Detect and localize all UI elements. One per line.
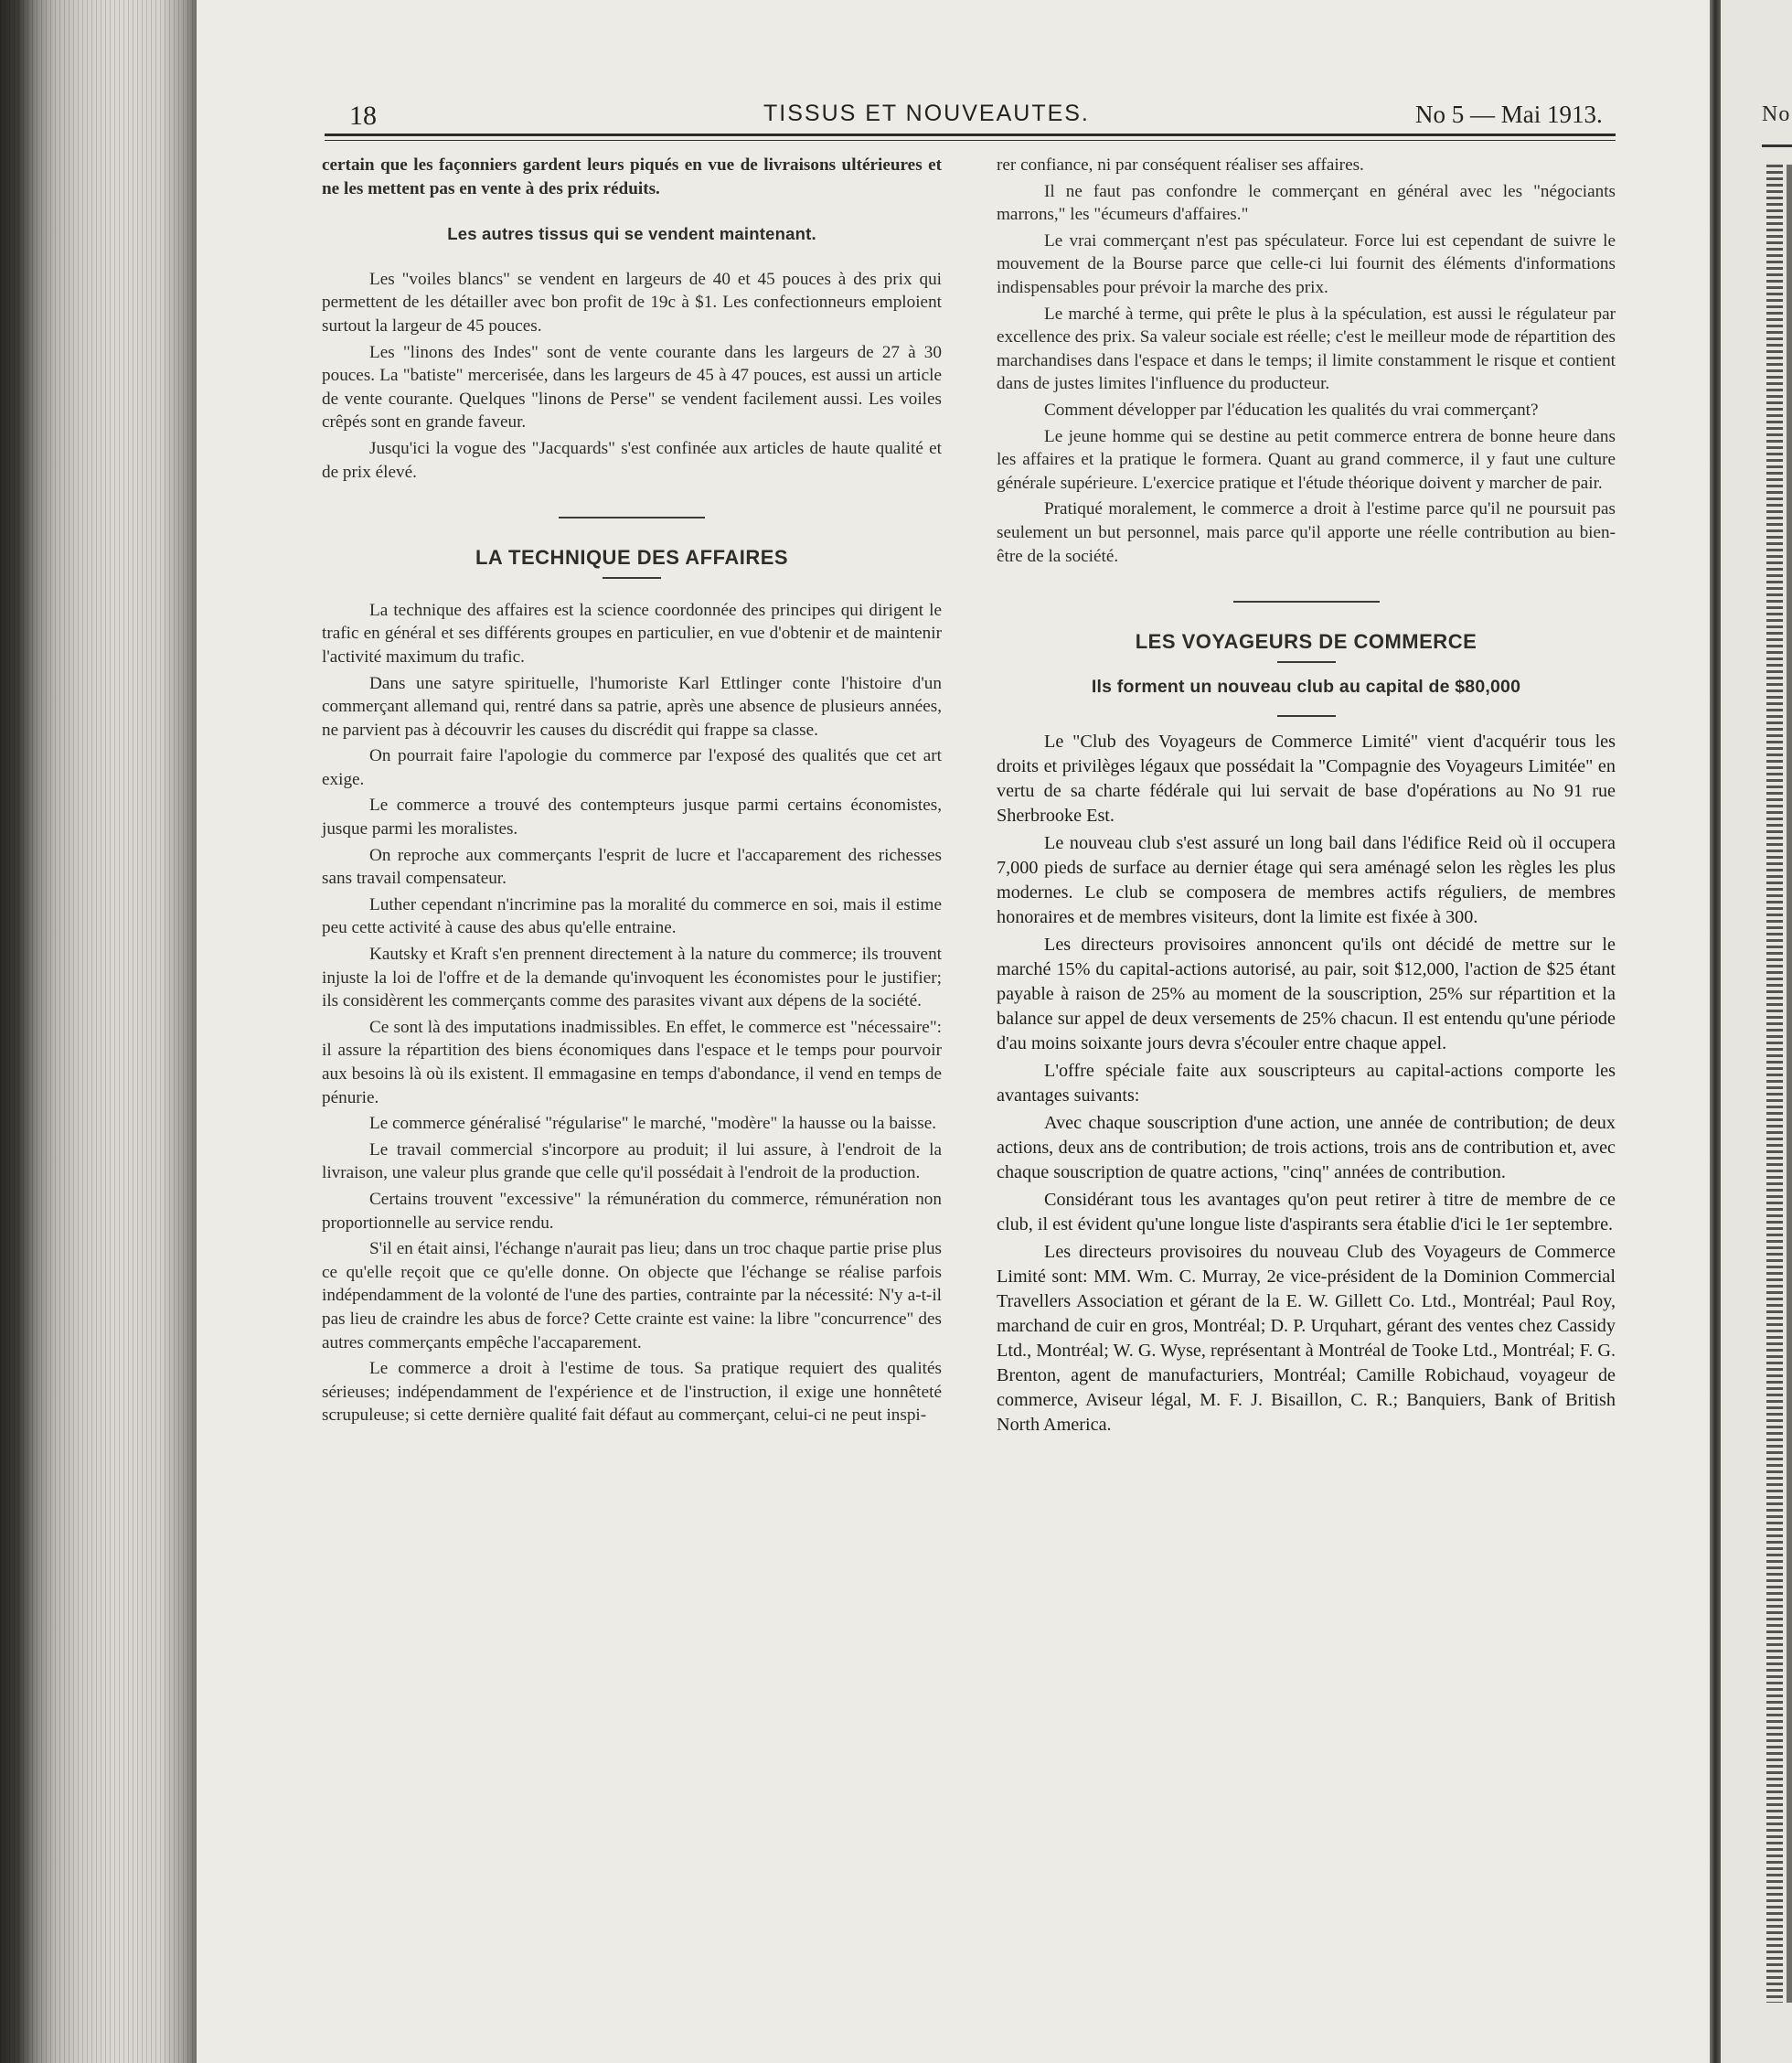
right-column [997,154,1616,1440]
section-divider [1233,601,1380,603]
paragraph: Il ne faut pas confondre le commerçant en général avec les "négociants marrons," les "écumeurs d'affaires." [997,181,1616,225]
title-underline [1277,661,1336,663]
paragraph: On pourrait faire l'apologie du commerce par l'exposé des qualités que cet art exige. [322,746,942,789]
paragraph: Le vrai commerçant n'est pas spéculateur. Force lui est cependant de suivre le mouvement de la Bourse parce que celle-ci lui fournit des éléments d'informations indispensables pour prévoir la marche des prix. [997,230,1616,297]
page-gutter [1710,0,1721,2063]
paragraph: Le jeune homme qui se destine au petit commerce entrera de bonne heure dans les affaires et la pratique le formera. Quant au grand commerce, il y faut une culture générale supérieure. L'exercice pratique et l'étude théorique doivent y marcher de pair. [997,426,1616,493]
ornamental-border-line [1787,165,1792,2003]
paragraph: La technique des affaires est la science coordonnée des principes qui dirigent le trafic en général et ses différents groupes en particulier, en vue d'obtenir et de maintenir l'activité maximum du trafic. [322,600,942,667]
issue-date: No 5 — Mai 1913. [1415,101,1603,128]
paragraph: Les directeurs provisoires du nouveau Club des Voyageurs de Commerce Limité sont: MM. Wm. C. Murray, 2e vice-président de la Dominion Commercial Travellers Association et gérant de la E. W. Gillett Co. Ltd., Montréal; Paul Roy, marchand de cuir en gros, Montréal; D. P. Urquhart, gérant des ventes chez Cassidy Ltd., Montréal; W. G. Wyse, représentant à Montréal de Tooke Ltd., Montréal; F. G. Brenton, agent de manufacturiers, Montréal; Camille Robichaud, voyageur de commerce, Aviseur légal, M. F. J. Bisaillon, C. R.; Banquiers, Bank of British North America. [997,1242,1616,1436]
paragraph: Ce sont là des imputations inadmissibles. En effet, le commerce est "nécessaire": il assure la répartition des biens économiques dans l'espace et le temps pour pourvoir aux besoins là où ils existent. Il emmagasine en temps d'abondance, il vend en temps de pénurie. [322,1017,942,1107]
left-column [322,154,942,1430]
next-page-rule [1762,144,1792,147]
paragraph: Kautsky et Kraft s'en prennent directement à la nature du commerce; ils trouvent injuste la loi de l'offre et de la demande qu'invoquent les économistes pour le justifier; ils considèrent les commerçants comme des parasites vivant aux dépens de la société. [322,945,942,1011]
paragraph: Les "voiles blancs" se vendent en largeurs de 40 et 45 pouces à des prix qui permettent de les détailler avec bon profit de 19c à $1. Les confectionneurs emploient surtout la largeur de 45 pouces. [322,269,942,336]
paragraph: Les directeurs provisoires annoncent qu'ils ont décidé de mettre sur le marché 15% du capital-actions autorisé, au pair, soit $12,000, l'action de $25 étant payable à raison de 25% au moment de la souscription, 25% sur répartition et la balance sur appel de deux versements de 25% chacun. Il est entendu qu'une période d'au moins soixante jours devra s'écouler entre chaque appel. [997,935,1616,1054]
paragraph: Pratiqué moralement, le commerce a droit à l'estime parce qu'il ne poursuit pas seulement un but personnel, mais parce qu'il apporte une réelle contribution au bien-être de la société. [997,499,1616,566]
paragraph: On reproche aux commerçants l'esprit de lucre et l'accaparement des richesses sans travail compensateur. [322,845,942,889]
next-page-header-fragment: No [1762,102,1791,126]
subheading-underline [1277,715,1336,717]
next-page-edge [1721,0,1792,2063]
section-title-voyageurs: LES VOYAGEURS DE COMMERCE [1135,630,1477,654]
subheading-autres-tissus: Les autres tissus qui se vendent maintenant. [447,224,816,244]
paragraph: Le commerce généralisé "régularise" le marché, "modère" la hausse ou la baisse. [369,1114,937,1134]
paragraph: L'offre spéciale faite aux souscripteurs au capital-actions comporte les avantages suivants: [997,1061,1616,1106]
section-title-technique: LA TECHNIQUE DES AFFAIRES [475,546,789,570]
title-underline [603,577,661,579]
subheading-nouveau-club: Ils forment un nouveau club au capital de $80,000 [1091,676,1521,697]
paragraph-continuation: rer confiance, ni par conséquent réaliser ses affaires. [997,155,1364,175]
section-divider [559,517,705,518]
paragraph: Le nouveau club s'est assuré un long bail dans l'édifice Reid où il occupera 7,000 pieds de surface au dernier étage qui sera aménagé selon les règles les plus modernes. Le club se composera de membres actifs réguliers, de membres honoraires et de membres visiteurs, dont la limite est fixée à 300. [997,833,1616,928]
page-number: 18 [349,101,377,131]
paragraph: Considérant tous les avantages qu'on peut retirer à titre de membre de ce club, il est évident qu'une longue liste d'aspirants sera établie d'ici le 1er septembre. [997,1190,1616,1235]
paragraph: Avec chaque souscription d'une action, une année de contribution; de deux actions, deux ans de contribution; de trois actions, trois ans de contribution et, avec chaque souscription de quatre actions, "cinq" années de contribution. [997,1113,1616,1183]
paragraph: Certains trouvent "excessive" la rémunération du commerce, rémunération non proportionnelle au service rendu. [322,1189,942,1233]
header-rule [325,134,1616,136]
paragraph: S'il en était ainsi, l'échange n'aurait pas lieu; dans un troc chaque partie prise plus ce qu'elle reçoit que ce qu'elle donne. On objecte que l'échange se réalise parfois indépendamment de la volonté de l'une des parties, contrainte par la nécessité: N'y a-t-il pas lieu de craindre les abus de force? Cette crainte est vaine: la libre "concurrence" des autres commerçants empêche l'accaparement. [322,1239,942,1352]
paragraph: Les "linons des Indes" sont de vente courante dans les largeurs de 27 à 30 pouces. La "batiste" mercerisée, dans les largeurs de 45 à 47 pouces, est aussi un article de vente courante. Quelques "linons de Perse" se vendent facilement aussi. Les voiles crêpés sont en grande faveur. [322,342,942,433]
ornamental-border [1766,165,1783,2003]
paragraph: Le marché à terme, qui prête le plus à la spéculation, est aussi le régulateur par excellence des prix. Sa valeur sociale est réelle; c'est le meilleur mode de répartition des marchandises dans l'espace et dans le temps; il limite constamment le risque et contient dans de justes limites l'influence du producteur. [997,304,1616,394]
intro-paragraph: certain que les façonniers gardent leurs piqués en vue de livraisons ultérieures et ne les mettent pas en vente à des prix réduits. [322,155,942,198]
header-rule-thin [325,140,1616,141]
paragraph: Dans une satyre spirituelle, l'humoriste Karl Ettlinger conte l'histoire d'un commerçant allemand qui, rentré dans sa patrie, après une absence de plusieurs années, ne parvient pas à découvrir les causes du discrédit qui frappe sa classe. [322,673,942,740]
paragraph: Le commerce a droit à l'estime de tous. Sa pratique requiert des qualités sérieuses; indépendamment de l'expérience et de l'instruction, il exige une honnêteté scrupuleuse; si cette dernière qualité fait défaut au commerçant, celui-ci ne peut inspi- [322,1359,942,1426]
paragraph: Le "Club des Voyageurs de Commerce Limité" vient d'acquérir tous les droits et privilèges légaux que possédait la "Compagnie des Voyageurs Limitée" en vertu de sa charte fédérale qui lui servait de base d'opérations au No 91 rue Sherbrooke Est. [997,732,1616,827]
book-binding [0,0,197,2063]
paragraph: Comment développer par l'éducation les qualités du vrai commerçant? [1044,400,1539,420]
paragraph: Jusqu'ici la vogue des "Jacquards" s'est confinée aux articles de haute qualité et de prix élevé. [322,438,942,482]
voyageurs-article [997,730,1616,1438]
paragraph: Luther cependant n'incrimine pas la moralité du commerce en soi, mais il estime peu cette activité à cause des abus qu'elle entraine. [322,894,942,938]
paragraph: Le travail commercial s'incorpore au produit; il lui assure, à l'endroit de la livraison, une valeur plus grande que celle qu'il possédait à l'endroit de la production. [322,1139,942,1183]
paragraph: Le commerce a trouvé des contempteurs jusque parmi certains économistes, jusque parmi les moralistes. [322,796,942,839]
journal-title: TISSUS ET NOUVEAUTES. [763,101,1090,126]
